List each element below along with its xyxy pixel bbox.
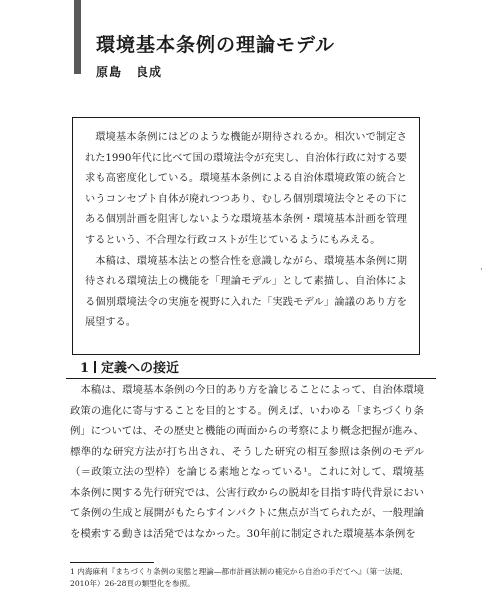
author-given-name: 良成	[136, 65, 163, 79]
section-number: 1	[80, 361, 90, 376]
abstract-box	[72, 117, 420, 355]
title-accent-bar	[74, 0, 81, 74]
abstract-paragraph-2: 本稿は、環境基本法との整合性を意識しながら、環境基本条例に期待される環境法上の機能を「理論モデル」として素描し、自治体による個別環境法令の実施を視野に入れた「実践モデル」論議のあり方を展望する。	[85, 255, 407, 329]
footnote-divider	[70, 562, 154, 563]
section-title: 定義への接近	[101, 361, 180, 376]
body-paragraph: 本稿は、環境基本条例の今日的あり方を論じることによって、自治体環境政策の進化に寄与することを目的とする。例えば、いわゆる「まちづくり条例」については、その歴史と機能の両面からの考察により概念把握が進み、標準的な研究方法が打ち出され、そうした研究の相互参照は条例のモデル（＝政策立法の型枠）を論じる素地となっている¹。これに対して、環境基本条例に関する先行研究では、公害行政からの脱却を目指す時代背景において条例の生成と展開がもたらすインパクトに焦点が当てられたが、一般理論を模索する動きは活発ではなかった。30年前に制定された環境基本条例を	[70, 384, 424, 540]
margin-mark: ·	[480, 265, 483, 275]
article-title: 環境基本条例の理論モデル	[96, 34, 336, 56]
author-family-name: 原島	[96, 65, 123, 79]
author-name	[96, 63, 162, 80]
abstract-paragraph-1: 環境基本条例にはどのような機能が期待されるか。相次いで制定された1990年代に比べて国の環境法令が充実し、自治体行政に対する要求も高密度化している。環境基本条例による自治体環境政策の統合というコンセプト自体が廃れつつあり、むしろ個別環境法令とその下にある個別計画を阻害しないような環境基本条例・環境基本計画を管理するという、不合理な行政コストが生じているようにもみえる。	[85, 132, 407, 246]
footnote: 1 内海麻利『まちづくり条例の実態と理論―都市計画法制の補完から自治の手だてへ』（第一法規、2010年）26-28頁の類型化を参照。	[70, 567, 408, 588]
section-separator	[94, 361, 96, 373]
section-heading	[66, 353, 436, 379]
